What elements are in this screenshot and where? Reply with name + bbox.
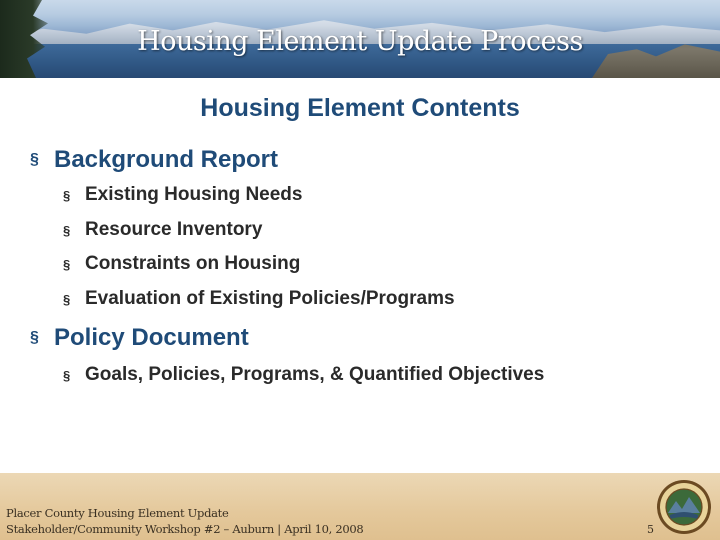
page-number: 5 (647, 523, 654, 536)
sub-bullet-icon: § (63, 367, 71, 383)
sub-bullet-icon: § (63, 187, 71, 203)
bullet-background-report (30, 146, 278, 174)
sub-bullet-label: Resource Inventory (85, 219, 263, 240)
footer-title: Placer County Housing Element Update (6, 506, 229, 520)
sub-bullet (63, 253, 300, 275)
bullet-policy-document (30, 324, 249, 352)
sub-bullet-label: Existing Housing Needs (85, 184, 303, 205)
footer-subtitle: Stakeholder/Community Workshop #2 – Auburn | April 10, 2008 (6, 522, 364, 536)
bullet-label: Policy Document (54, 324, 249, 351)
sub-bullet (63, 364, 544, 386)
header-banner (0, 0, 720, 78)
section-bullet-icon: § (30, 329, 39, 346)
slide-banner-title: Housing Element Update Process (137, 26, 583, 57)
sub-bullet-icon: § (63, 256, 71, 272)
slide-heading: Housing Element Contents (200, 94, 520, 122)
sub-bullet-icon: § (63, 291, 71, 307)
bullet-label: Background Report (54, 146, 279, 173)
footer-band (0, 473, 720, 540)
sub-bullet-label: Evaluation of Existing Policies/Programs (85, 288, 455, 309)
sub-bullet-label: Constraints on Housing (85, 253, 301, 274)
county-seal-icon (656, 479, 712, 535)
section-bullet-icon: § (30, 151, 39, 168)
sub-bullet-label: Goals, Policies, Programs, & Quantified Objectives (85, 364, 545, 385)
sub-bullet-icon: § (63, 222, 71, 238)
sub-bullet (63, 219, 262, 241)
sub-bullet (63, 288, 455, 310)
sub-bullet (63, 184, 302, 206)
